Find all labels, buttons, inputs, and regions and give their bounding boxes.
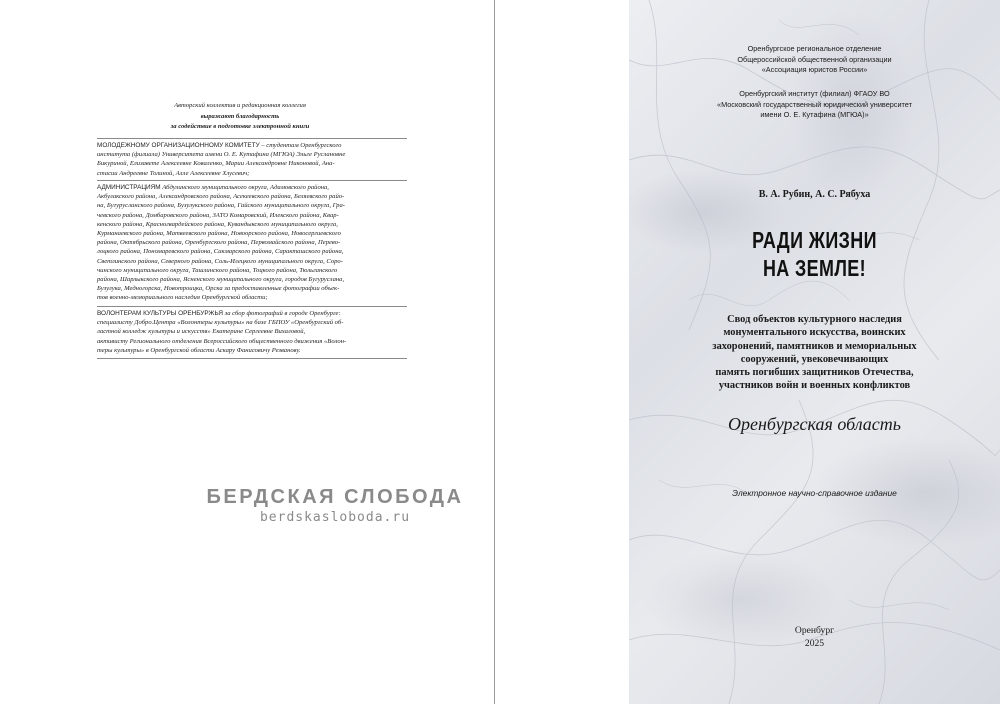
left-page [0, 0, 494, 704]
region-name: Оренбургская область [728, 414, 901, 434]
acknowledgement-intro [110, 101, 370, 133]
watermark-title: БЕРДСКАЯ СЛОБОДА [206, 486, 464, 508]
intro-line-1: Авторский коллектив и редакционная коллегия [174, 102, 306, 109]
authors: В. А. Рубин, А. С. Рябуха [758, 189, 871, 200]
youth-committee-lead: МОЛОДЕЖНОМУ ОРГАНИЗАЦИОННОМУ КОМИТЕТУ [97, 142, 260, 149]
cover-page [629, 0, 1000, 704]
divider [97, 306, 407, 307]
imprint-year: 2025 [804, 638, 825, 649]
intro-line-2: выражают благодарность [200, 112, 280, 120]
edition-type: Электронное научно-справочное издание [732, 488, 897, 498]
administrations-paragraph: АДМИНИСТРАЦИЯМ Абдулинского муниципального округа, Адамовского района, Акбулакского района, Александровского района, Асекеевского района, Беляевского райо- на, Бугурусланского района, Бузулукского района, Гайского муниципального округа, Гра- чевского района, Домбаровского района, ЗАТО Комаровский, Илекского района, Квар- кенского района, Красногвардейского района, Кувандыкского муниципального округа, Курманаевского района, Матвеевского района, Новоорского района, Новосергиевского района, Октябрьского района, Оренбургского района, Первомайского района, Перево- лоцкого района, Пономаревского района, Сакмарского района, Саракташского района, Светлинского района, Северного района, Соль-Илецкого муниципального округа, Соро- чинского муниципального округа, Ташлинского района, Тоцкого района, Тюльганского района, Шарлыкского района, Ясненского муниципального округа, городов Бугуруслана, Бузулука, Медногорска, Новотроицка, Орска за предоставленные фотографии объек- тов военно-мемориального наследия Оренбургской области; [97, 184, 345, 302]
organization-block-2: Оренбургский институт (филиал) ФГАОУ ВО «Московский государственный юридический университет имени О. Е. Кутафина (МГЮА)» [717, 89, 912, 119]
volunteers-paragraph: ВОЛОНТЕРАМ КУЛЬТУРЫ ОРЕНБУРЖЬЯ за сбор фотографий в городе Оренбурге: специалисту Добро.Центра «Волонтеры культуры» на базе ГБПОУ «Оренбургский об- ластной колледж культуры и искусств» Екатерине Сергеевне Вихаловой, активисту Регионального отделения Всероссийского общественного движения «Волон- теры культуры» в Оренбургской области Аскару Фанисовичу Резванову. [97, 310, 347, 354]
administrations-lead: АДМИНИСТРАЦИЯМ [97, 184, 161, 191]
book-title: РАДИ ЖИЗНИ НА ЗЕМЛЕ! [752, 227, 877, 281]
volunteers-lead: ВОЛОНТЕРАМ КУЛЬТУРЫ ОРЕНБУРЖЬЯ [97, 310, 223, 317]
divider [97, 138, 407, 139]
book-subtitle: Свод объектов культурного наследия монументального искусства, воинских захоронений, памятников и мемориальных сооружений, увековечивающих память погибших защитников Отечества, участников войн и военных конфликтов [712, 314, 917, 392]
watermark-url: berdskasloboda.ru [259, 510, 411, 525]
divider [97, 358, 407, 359]
site-watermark [205, 485, 465, 527]
page-gap [495, 0, 629, 704]
intro-line-3: за содействие в подготовке электронной книги [170, 123, 310, 130]
organization-block-1: Оренбургское региональное отделение Общероссийской общественной организации «Ассоциация юристов России» [737, 44, 892, 74]
imprint-city: Оренбург [794, 625, 835, 636]
youth-committee-paragraph: МОЛОДЕЖНОМУ ОРГАНИЗАЦИОННОМУ КОМИТЕТУ – студентам Оренбургского института (филиала) Университета имени О. Е. Кутафина (МГЮА) Эльге Руслановне Бикуриной, Елизавете Алексеевне Коваленко, Марии Александровне Никоновой, Ана- стасии Андреевне Толиной, Алле Алексеевне Хлусевич; [97, 142, 346, 177]
imprint [629, 624, 1000, 650]
divider [97, 180, 407, 181]
